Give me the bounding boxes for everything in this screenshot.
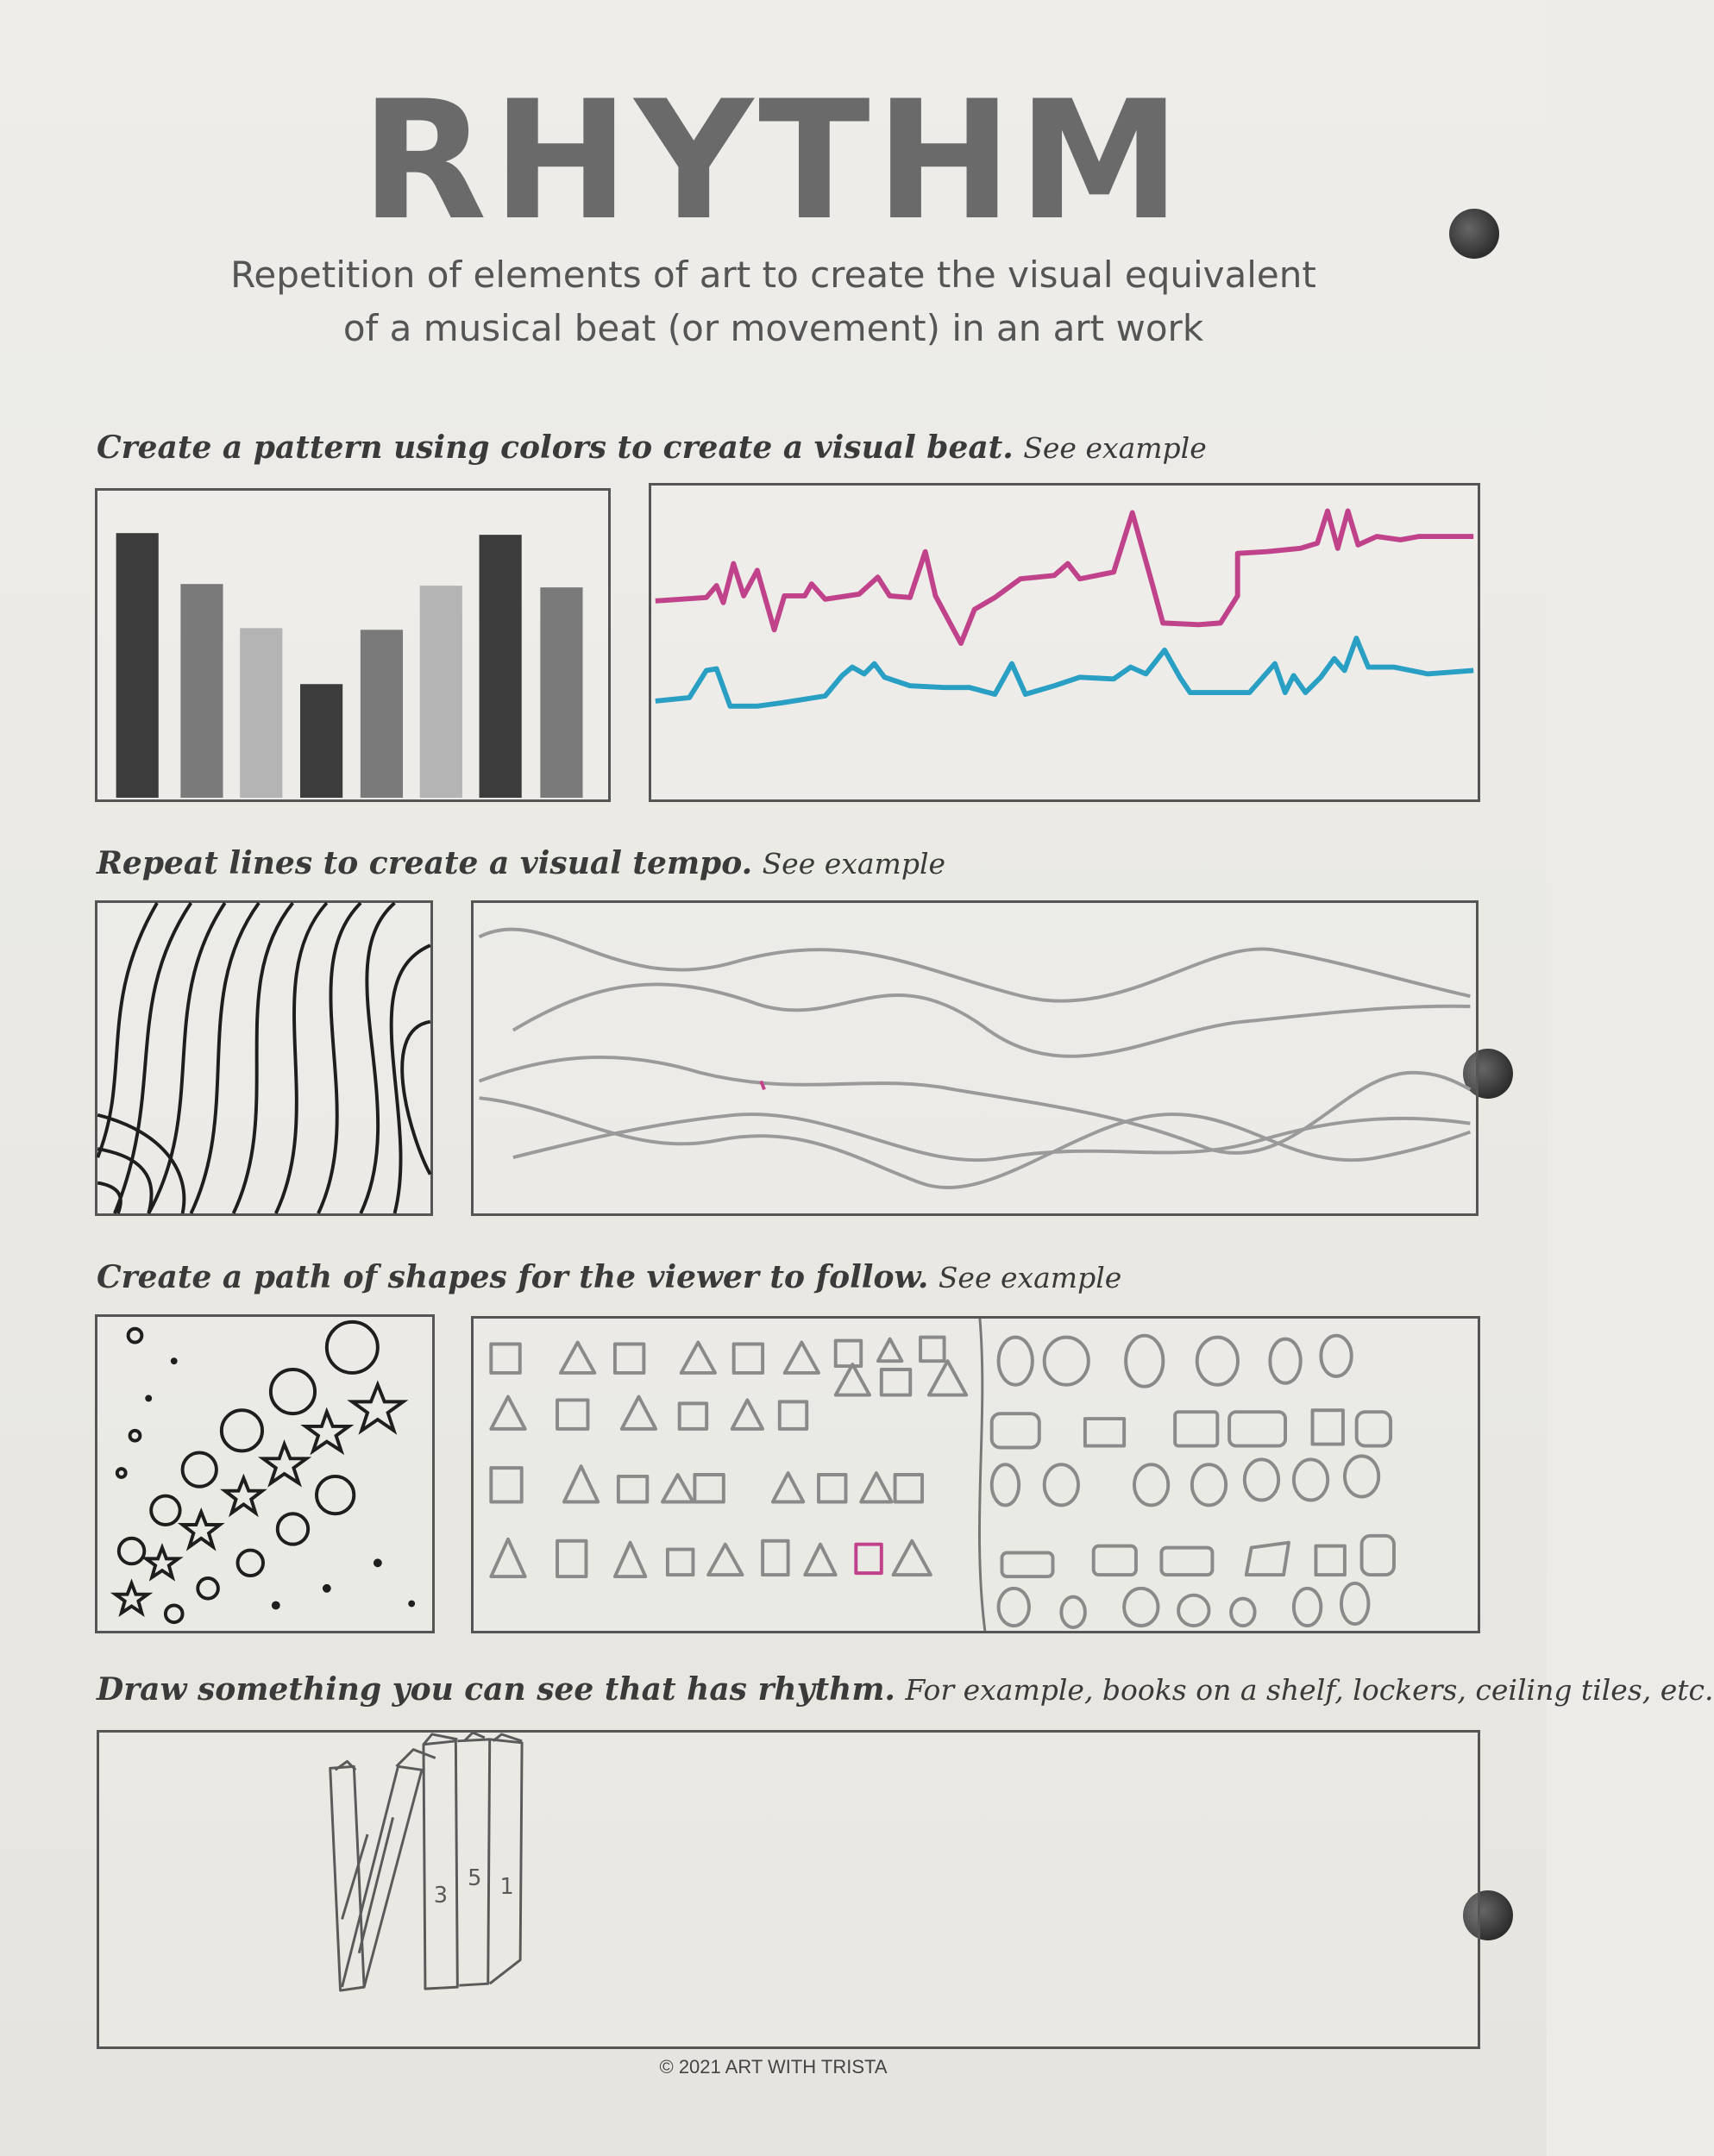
prompt-text: Repeat lines to create a visual tempo. [97, 845, 753, 881]
book-number: 3 [433, 1882, 449, 1908]
prompt-shape-path [97, 1259, 1121, 1295]
pencil-waves-drawing [474, 903, 1476, 1213]
see-example: For example, books on a shelf, lockers, ceiling tiles, etc. [905, 1673, 1714, 1707]
binder-hole-icon [1449, 209, 1499, 259]
crayon-lines-drawing [651, 486, 1478, 799]
prompt-draw-rhythm [97, 1671, 1714, 1708]
see-example: See example [762, 847, 946, 881]
shape-path-drawing [97, 1317, 432, 1631]
prompt-text: Draw something you can see that has rhythm. [97, 1671, 895, 1708]
wavy-lines-drawing [97, 903, 430, 1213]
subtitle-line-1: Repetition of elements of art to create the visual equivalent [230, 254, 1316, 296]
student-shape-path [471, 1316, 1480, 1633]
student-books-drawing [97, 1730, 1480, 2049]
example-wavy-lines [95, 900, 433, 1216]
example-bar-pattern [95, 488, 611, 802]
example-shape-path [95, 1314, 435, 1633]
book-number: 1 [499, 1873, 514, 1900]
see-example: See example [1023, 431, 1207, 465]
copyright-footer: © 2021 ART WITH TRISTA [659, 2056, 888, 2078]
prompt-line-tempo [97, 845, 945, 881]
prompt-text: Create a pattern using colors to create a visual beat. [97, 429, 1014, 466]
book-number: 5 [468, 1865, 482, 1892]
page-title: RHYTHM [361, 66, 1186, 256]
books-on-shelf-drawing [99, 1733, 1478, 2046]
student-shapes-drawing [474, 1319, 1478, 1631]
student-pencil-waves [471, 900, 1479, 1216]
see-example: See example [938, 1261, 1122, 1294]
bar-pattern-drawing [97, 491, 608, 799]
prompt-color-beat [97, 429, 1207, 466]
student-crayon-beat [649, 483, 1480, 802]
prompt-text: Create a path of shapes for the viewer to follow. [97, 1259, 929, 1295]
subtitle-line-2: of a musical beat (or movement) in an art work [342, 307, 1204, 349]
